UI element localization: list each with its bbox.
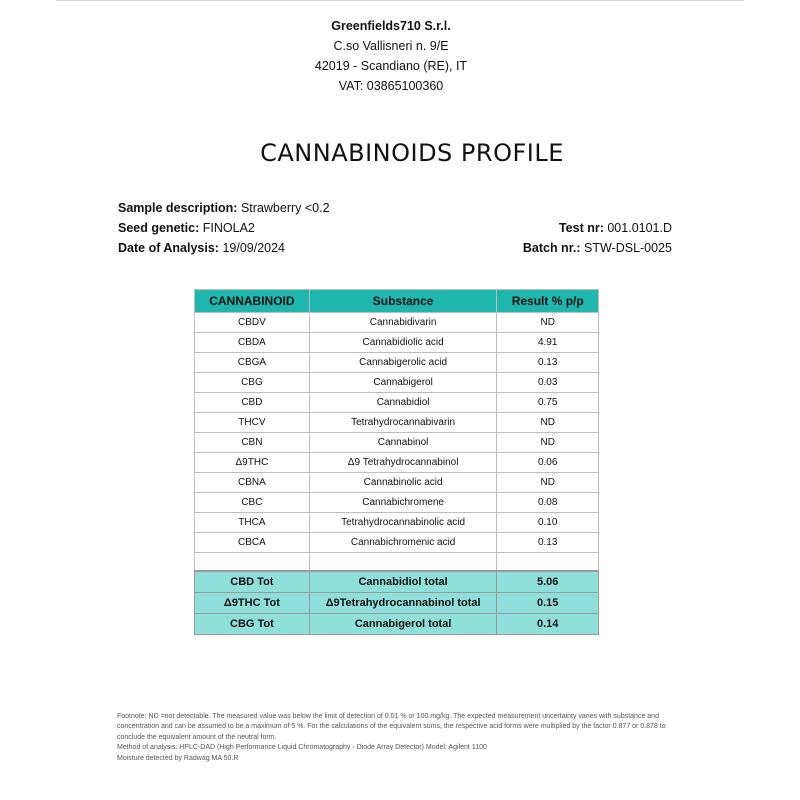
table-row: [195, 313, 599, 333]
result-cell: ND: [497, 413, 599, 433]
table-row: [195, 353, 599, 373]
substance-cell: Cannabichromenic acid: [309, 533, 497, 553]
total-label-cell: CBD Tot: [195, 571, 310, 593]
date-of-analysis: [118, 238, 330, 258]
cannabinoid-cell: THCV: [195, 413, 310, 433]
result-cell: 0.75: [497, 393, 599, 413]
cannabinoid-cell: CBG: [195, 373, 310, 393]
table-row: [195, 373, 599, 393]
total-result-cell: 0.15: [497, 593, 599, 614]
batch-number-label: Batch nr.:: [522, 241, 581, 255]
cannabinoids-table: [194, 289, 599, 635]
total-result-cell: 5.06: [497, 571, 599, 593]
top-divider: [56, 0, 744, 1]
moisture-note: Moisture detected by Radwag MA 50.R: [117, 754, 239, 762]
result-cell: 0.13: [497, 353, 599, 373]
cannabinoid-cell: CBD: [195, 393, 310, 413]
table-row: [195, 493, 599, 513]
cannabinoid-cell: CBCA: [195, 533, 310, 553]
header-substance: Substance: [309, 290, 497, 313]
company-vat: VAT: 03865100360: [338, 79, 444, 93]
table-header-row: [195, 290, 599, 313]
date-of-analysis-value: 19/09/2024: [222, 241, 285, 255]
substance-cell: Tetrahydrocannabivarin: [309, 413, 497, 433]
sample-description: [118, 198, 330, 218]
result-cell: ND: [497, 433, 599, 453]
company-address-line1: C.so Vallisneri n. 9/E: [333, 39, 449, 53]
header-cannabinoid: CANNABINOID: [195, 290, 310, 313]
cannabinoid-cell: CBNA: [195, 473, 310, 493]
sample-description-value: Strawberry <0.2: [240, 201, 330, 215]
sample-info-left: [118, 198, 330, 258]
table-row: [195, 413, 599, 433]
total-substance-cell: Cannabigerol total: [309, 614, 497, 635]
company-name: Greenfields710 S.r.l.: [331, 19, 451, 33]
company-address-line2: 42019 - Scandiano (RE), IT: [314, 59, 468, 73]
result-cell: 4.91: [497, 333, 599, 353]
substance-cell: Tetrahydrocannabinolic acid: [309, 513, 497, 533]
test-number-label: Test nr:: [558, 221, 604, 235]
seed-genetic: [118, 218, 330, 238]
sample-description-label: Sample description:: [118, 201, 238, 215]
substance-cell: Cannabigerolic acid: [309, 353, 497, 373]
substance-cell: Δ9 Tetrahydrocannabinol: [309, 453, 497, 473]
result-cell: ND: [497, 313, 599, 333]
substance-cell: Cannabidiolic acid: [309, 333, 497, 353]
table-row: [195, 473, 599, 493]
substance-cell: Cannabidiol: [309, 393, 497, 413]
header-result: Result % p/p: [497, 290, 599, 313]
seed-genetic-value: FINOLA2: [202, 221, 255, 235]
result-cell: 0.10: [497, 513, 599, 533]
table-row: [195, 333, 599, 353]
cannabinoid-cell: CBDV: [195, 313, 310, 333]
test-number: [523, 218, 672, 238]
total-substance-cell: Cannabidiol total: [309, 571, 497, 593]
cannabinoid-cell: CBN: [195, 433, 310, 453]
seed-genetic-label: Seed genetic:: [118, 221, 200, 235]
table-row: [195, 513, 599, 533]
substance-cell: Cannabinolic acid: [309, 473, 497, 493]
result-cell: 0.08: [497, 493, 599, 513]
batch-number: [523, 238, 672, 258]
company-header: [0, 16, 782, 96]
substance-cell: Cannabinol: [309, 433, 497, 453]
substance-cell: Cannabichromene: [309, 493, 497, 513]
result-cell: 0.06: [497, 453, 599, 473]
cannabinoid-cell: Δ9THC: [195, 453, 310, 473]
total-label-cell: CBG Tot: [195, 614, 310, 635]
test-number-value: 001.0101.D: [607, 221, 672, 235]
table-row: [195, 453, 599, 473]
cannabinoid-cell: CBDA: [195, 333, 310, 353]
table-row: [195, 533, 599, 553]
date-of-analysis-label: Date of Analysis:: [118, 241, 219, 255]
result-cell: 0.03: [497, 373, 599, 393]
total-substance-cell: Δ9Tetrahydrocannabinol total: [309, 593, 497, 614]
substance-cell: Cannabidivarin: [309, 313, 497, 333]
cannabinoid-cell: CBGA: [195, 353, 310, 373]
result-cell: ND: [497, 473, 599, 493]
total-row-cbg: [195, 614, 599, 635]
total-result-cell: 0.14: [497, 614, 599, 635]
table-row: [195, 433, 599, 453]
method-of-analysis: Method of analysis: HPLC-DAD (High Performance Liquid Chromatography - Diode Array Detector) Model: Agilent 1100: [117, 744, 487, 752]
total-row-cbd: [195, 571, 599, 593]
cannabinoid-cell: THCA: [195, 513, 310, 533]
sample-info-right: [523, 218, 672, 258]
cannabinoid-cell: CBC: [195, 493, 310, 513]
table-row: [195, 393, 599, 413]
batch-number-value: STW-DSL-0025: [584, 241, 672, 255]
result-cell: 0.13: [497, 533, 599, 553]
footnote: [117, 712, 683, 764]
empty-row: [195, 553, 599, 572]
footnote-text: Footnote: ND =not detectable. The measured value was below the limit of detection of 0.01 % or 100 mg/kg. The expected measurement uncertainty varies with substance and concentration and can be assumed to be a maximum of 5 %. For the calculations of the equivalent sums, the respective acid forms were multiplied by the factor 0.877 or 0.878 to conclude the equivalent amount of the neutral form.: [117, 713, 666, 741]
page-title: CANNABINOIDS PROFILE: [260, 139, 564, 167]
substance-cell: Cannabigerol: [309, 373, 497, 393]
total-row-thc: [195, 593, 599, 614]
total-label-cell: Δ9THC Tot: [195, 593, 310, 614]
